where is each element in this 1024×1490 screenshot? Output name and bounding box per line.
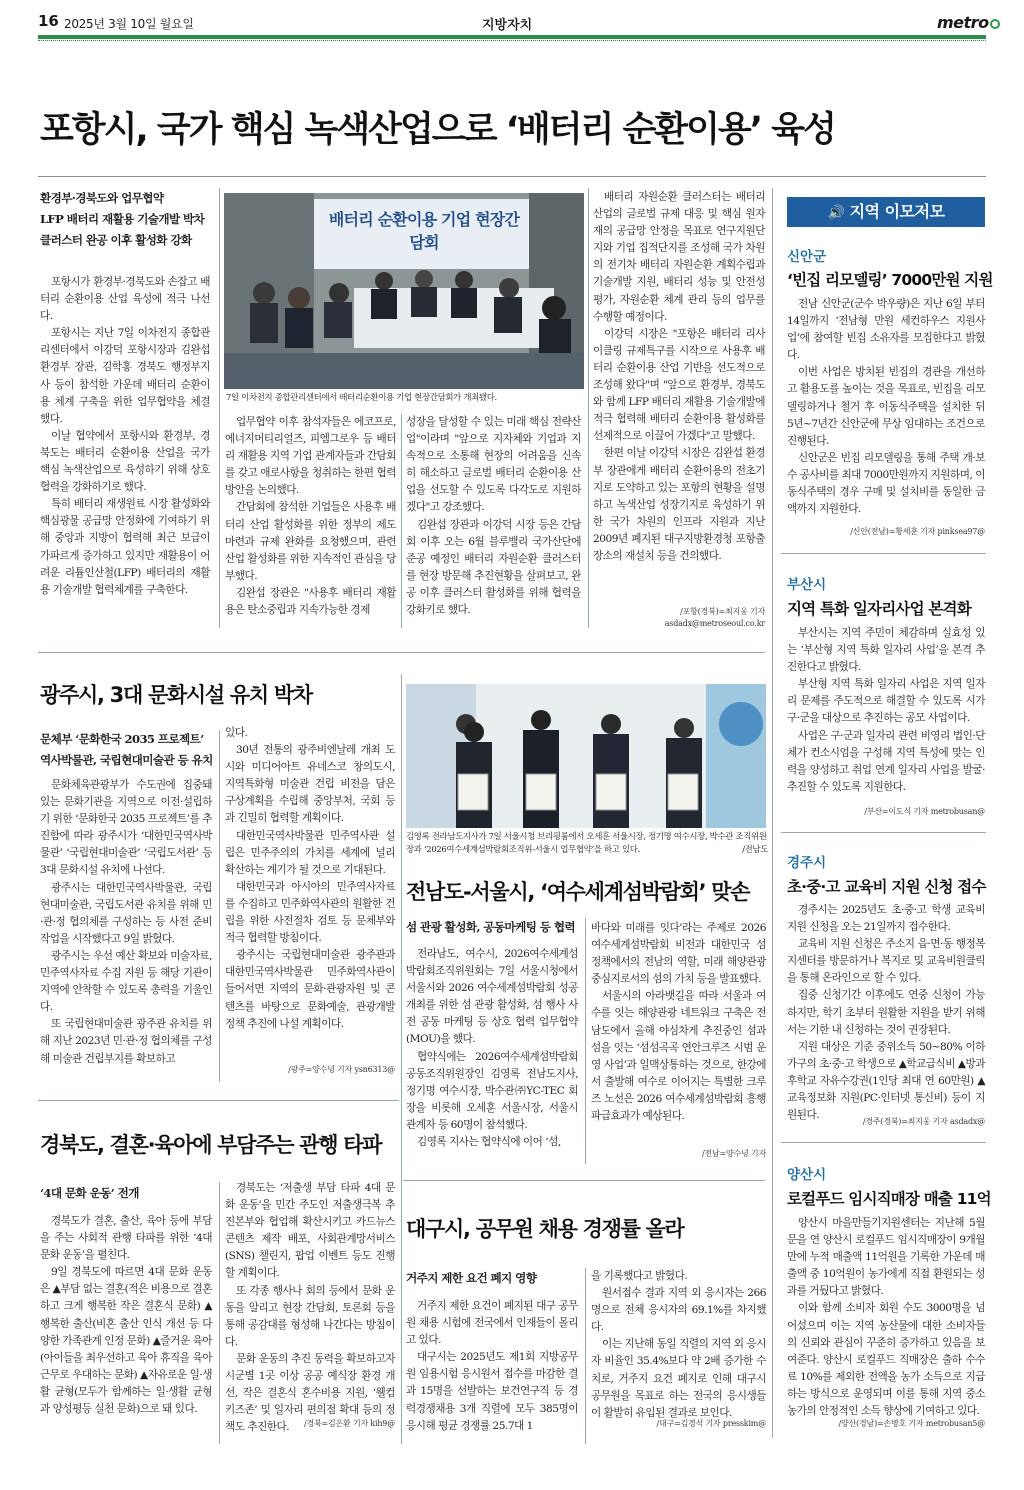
paragraph: 김완섭 장관은 "사용후 배터리 재활용은 탄소중립과 지속가능한 경제 — [225, 586, 396, 617]
speaker-icon: 🔊 — [827, 205, 845, 221]
page-number: 16 — [38, 12, 59, 30]
jeonnam-photo — [406, 684, 766, 828]
paragraph: 거주지 제한 요건이 폐지된 대구 공무원 채용 시험에 전국에서 인재들이 몰리고 있다. — [406, 1300, 578, 1347]
paragraph: 포항시가 환경부·경북도와 손잡고 배터리 순환이용 산업 육성에 적극 나선다. — [40, 276, 210, 323]
sidebar-item-byline: /부산=이도식 기자 metrobusan@ — [864, 807, 985, 816]
lead-subhead: 환경부·경북도와 업무협약 — [40, 191, 164, 205]
paragraph: 바다와 미래를 잇다’라는 주제로 2026여수세계섬박람회 비전과 대한민국 섬 정책에서의 전남의 역할, 미래 해양관광 중심지로서의 섬의 가치 등을 발표했다. — [591, 922, 766, 986]
sidebar-item-byline: /양산(경남)=손병호 기자 metrobusan5@ — [838, 1419, 985, 1428]
paragraph: 경북도는 ‘저출생 부담 타파 4대 문화 운동’을 민간 주도인 저출생극복 추진본부와 협업해 확산시키고 카드뉴스 콘텐츠 제작 배포, 사회관계망서비스(SNS) 챌린지, 팝업 이벤트 등도 진행할 계획이다. — [225, 1182, 395, 1280]
header-rule — [38, 35, 986, 39]
lead-subhead: 클러스터 완공 이후 활성화 강화 — [40, 233, 192, 247]
sidebar-item-title: 지역 특화 일자리사업 본격화 — [787, 600, 971, 618]
paragraph: 문화체육관광부가 수도권에 집중돼 있는 문화기관을 지역으로 이전·설립하기 위한 ‘문화한국 2035 프로젝트’를 추진함에 따라 광주시가 ‘대한민국역사박물관’ ‘국립현대미술관’ ‘국립도서관’ 등 3대 문화시설 유치에 나선다. — [40, 779, 212, 877]
jeonnam-headline: 전남도-서울시, ‘여수세계섬박람회’ 맞손 — [406, 880, 750, 904]
jeonnam-column-1 — [406, 946, 578, 1151]
daegu-column-1 — [406, 1298, 578, 1435]
gwangju-subheads — [40, 729, 215, 771]
paragraph: 협약식에는 2026여수세계섬박람회 공동조직위원장인 김영록 전남도지사, 정기명 여수시장, 박수관㈜YC-TEC 회장을 비롯해 오세훈 서울시장, 서울시 관계자 등 60명이 참석했다. — [406, 1050, 578, 1131]
gwangju-subhead: 역사박물관, 국립현대미술관 등 유치 — [40, 753, 213, 767]
paragraph: 전남 신안군(군수 박우량)은 지난 6일 부터 14일까지 ‘전남형 만원 세컨하우스 지원사업’에 참여할 빈집 소유자를 모집한다고 밝혔다. — [787, 298, 985, 362]
paragraph: 광주시는 대한민국역사박물관, 국립현대미술관, 국립도서관 유치를 위해 민·관·정 협의체를 구성하는 등 사전 준비작업을 시작했다고 9일 밝혔다. — [40, 881, 212, 945]
sidebar-item-body — [787, 902, 985, 1124]
paragraph: 원서접수 결과 지역 외 응시자는 266명으로 전체 응시자의 69.1%를 차지했다. — [591, 1287, 766, 1334]
lead-column-1 — [40, 274, 210, 599]
lead-subhead: LFP 배터리 재활용 기술개발 박차 — [40, 212, 205, 226]
paragraph: 이번 사업은 방치된 빈집의 경관을 개선하고 활용도를 높이는 것을 목표로, 빈집을 리모델링하거나 철거 후 이동식주택을 설치한 뒤 5년~7년간 신안군에 무상 임대하는 조건으로 진행된다. — [787, 366, 985, 447]
lead-photo — [224, 193, 584, 389]
gyeongbuk-subhead: ‘4대 문화 운동’ 전개 — [40, 1186, 139, 1200]
paragraph: 김영록 지사는 협약식에 이어 ‘섬, — [417, 1136, 561, 1149]
gwangju-byline: /광주=양수녕 기자 ysn6313@ — [288, 1065, 395, 1074]
sidebar-item-body — [787, 1215, 985, 1420]
caption-text: 김영록 전라남도지사가 7일 서울시청 브리핑룸에서 오세훈 서울시장, 정기명 여수시장, 박수관 조직위원장과 ‘2026여수세계섬박람회조직위-서울시 업무협약’을 하고 있다. — [406, 831, 767, 854]
photo-banner-text: 배터리 순환이용 기업 현장간담회 — [328, 210, 520, 252]
paragraph: 광주시는 우선 예산 확보와 미술자료, 민주역사자료 수집 지원 등 해당 기관이 지역에 안착할 수 있도록 총력을 기울인다. — [40, 949, 212, 1014]
sidebar-title-banner — [787, 197, 985, 227]
daegu-headline: 대구시, 공무원 채용 경쟁률 올라 — [406, 1217, 684, 1241]
paragraph: 성장을 달성할 수 있는 미래 핵심 전략산업"이라며 "앞으로 지자체와 기업과 지속적으로 소통해 현장의 어려움을 신속히 해소하고 글로벌 배터리 순환이용 산업을 선도할 수 있도록 다각도로 지원하겠다"고 강조했다. — [406, 416, 581, 514]
section-name: 지방자치 — [482, 18, 533, 33]
gyeongbuk-byline: /경북=김은환 기자 kih9@ — [303, 1419, 395, 1428]
paragraph: 이강덕 시장은 "포항은 배터리 리사이클링 규제특구를 시작으로 사용후 배터리 순환이용 산업 기반을 선도적으로 조성해 왔다"며 "앞으로 환경부, 경북도와 함께 LFP 배터리 재활용 기술개발에 적극 협력해 배터리 순환이용 활성화를 선제적으로 이끌어 가겠다"고 말했다. — [593, 327, 765, 443]
sidebar-item-title: ‘빈집 리모델링’ 7000만원 지원 — [787, 271, 993, 289]
paragraph: 문화 운동의 추진 동력을 확보하고자 시군별 1곳 이상 공공 예식장 환경 개선, 작은 결혼식 혼수비용 지원, ‘웰컴 키즈존’ 및 일자리 편의점 확대 등의 정책도 추진한다. — [225, 1352, 395, 1434]
paragraph: 집중 신청기간 이후에도 연중 신청이 가능하지만, 학기 초부터 원활한 지원을 받기 위해서는 기한 내 신청하는 것이 권장된다. — [787, 989, 985, 1036]
paragraph: 또 각종 행사나 회의 등에서 문화 운동을 알리고 현장 간담회, 토론회 등을 통해 공감대를 형성해 나간다는 방침이다. — [225, 1284, 395, 1348]
paragraph: 이는 지난해 동일 직렬의 지역 외 응시자 비율인 35.4%보다 약 2배 증가한 수치로, 거주지 요건 폐지로 인해 대구시 공무원을 목표로 하는 전국의 응시생들이 활발히 유입된 결과로 보인다. — [591, 1338, 766, 1419]
paragraph: 있다. — [225, 727, 248, 739]
sidebar-title: 지역 이모저모 — [849, 202, 945, 221]
paragraph: 30년 전통의 광주비엔날레 개최 도시와 미디어아트 유네스코 창의도시, 지역특화형 미술관 건립 비전을 담은 구상계획을 수립해 중앙부처, 국회 등과 긴밀히 협력할 계획이다. — [225, 744, 395, 825]
lead-byline — [593, 606, 765, 630]
sidebar-item-region: 부산시 — [787, 577, 827, 593]
sidebar-item-byline: /경주(경북)=최지웅 기자 asdadx@ — [862, 1117, 985, 1126]
sidebar-item-body — [787, 296, 985, 518]
paragraph: 간담회에 참석한 기업들은 사용후 배터리 산업 활성화를 위한 정부의 제도 마련과 규제 완화를 요청했으며, 관련 산업 활성화를 위한 지속적인 관심을 당부했다. — [225, 501, 396, 582]
sidebar-item-title: 초·중·고 교육비 지원 신청 접수 — [787, 878, 986, 896]
gwangju-headline: 광주시, 3대 문화시설 유치 박차 — [40, 683, 312, 707]
sidebar-item-byline: /신안(전남)=황세훈 기자 pinksea97@ — [850, 527, 985, 536]
paragraph: 부산시는 지역 주민이 체감하며 실효성 있는 ‘부산형 지역 특화 일자리 사업’을 본격 추진한다고 밝혔다. — [787, 627, 985, 674]
brand-name: metro — [937, 13, 989, 32]
header-dotted-rule — [38, 40, 986, 42]
jeonnam-photo-caption — [406, 830, 768, 855]
jeonnam-byline: /전남=양수녕 기자 — [701, 1149, 766, 1158]
jeonnam-column-2 — [591, 920, 766, 1125]
paragraph: 9일 경북도에 따르면 4대 문화 운동은 ▲부담 없는 결혼(적은 비용으로 결혼하고 크게 행복한 작은 결혼식 문화) ▲행복한 출산(비혼 출산 인식 개선 등 다양한 가족관계 인정 문화) ▲즐거운 육아(아이들을 최우선하고 육아 휴직을 육아 근무로 우대하는 문화) ▲자유로운 일·생활 균형(모두가 함께하는 일·생활 균형과 양성평등 실천 문화)으로 돼 있다. — [40, 1266, 212, 1416]
gyeongbuk-headline: 경북도, 결혼·육아에 부담주는 관행 타파 — [40, 1133, 382, 1157]
paragraph: 부산형 지역 특화 일자리 사업은 지역 일자리 문제를 주도적으로 해결할 수 있도록 시가 구·군을 대상으로 추진하는 공모 사업이다. — [787, 678, 985, 725]
paragraph: 대구시는 2025년도 제1회 지방공무원 임용시험 응시원서 접수를 마감한 결과 15명을 선발하는 보건연구직 등 경력경쟁채용 3개 직렬에 모두 385명이 응시해 평균 경쟁률 25.7대 1 — [406, 1351, 578, 1432]
gwangju-column-1 — [40, 777, 212, 1068]
sidebar-item-region: 양산시 — [787, 1167, 827, 1183]
lead-subheads — [40, 188, 215, 251]
paragraph: 배터리 자원순환 클러스터는 배터리 산업의 글로벌 규제 대응 및 핵심 원자재의 공급망 안정을 목표로 연구지원단지와 기업 집적단지를 조성해 국가 차원의 전기차 배터리 자원순환 계획수립과 기술개발 지원, 배터리 성능 및 안전성 평가, 자원순환 체계 관리 등의 업무를 수행할 예정이다. — [593, 191, 765, 323]
daegu-subhead: 거주지 제한 요건 폐지 영향 — [406, 1271, 537, 1285]
paragraph: 또 국립현대미술관 광주관 유치를 위해 지난 2023년 민·관·정 협의체를 구성해 미술관 건립부지를 확보하고 — [40, 1018, 212, 1065]
paragraph: 김완섭 장관과 이강덕 시장 등은 간담회 이후 오는 6월 블루밸리 국가산단에 준공 예정인 배터리 자원순환 클러스터를 현장 방문해 추진현황을 살펴보고, 완공 이후 클러스터 활성화를 위해 협력을 강화키로 했다. — [406, 518, 581, 617]
issue-date: 2025년 3월 10일 월요일 — [64, 17, 194, 31]
brand-logo — [937, 13, 1000, 32]
daegu-byline: /대구=김경석 기자 presskim@ — [656, 1419, 766, 1428]
paragraph: 대한민국과 아시아의 민주역사자료를 수집하고 민주화역사관의 원활한 건립을 위한 사전절차 검토 등 문체부와 적극 협력할 방침이다. — [225, 880, 395, 945]
paragraph: 이날 협약에서 포항시와 환경부, 경북도는 배터리 순환이용 산업을 국가 핵심 녹색산업으로 육성하기 위해 상호협력을 강화하기로 했다. — [40, 429, 210, 494]
byline-line: asdadx@metroseoul.co.kr — [664, 619, 765, 628]
byline-line: /포항(경북)=최지웅 기자 — [680, 607, 765, 616]
sidebar-item-title: 로컬푸드 임시직매장 매출 11억 — [787, 1190, 991, 1208]
sidebar-item-region: 경주시 — [787, 855, 827, 871]
sidebar-item-region: 신안군 — [787, 249, 827, 265]
paragraph: 대한민국역사박물관 민주역사관 설립은 민주주의의 가치를 세계에 널리 확산하는 계기가 될 것으로 기대된다. — [225, 829, 395, 876]
paragraph: 서울시의 아라뱃길을 따라 서울과 여수를 잇는 해양관광 네트워크 구축은 전남도에서 올해 야심차게 추진중인 섬과 섬을 잇는 ‘섬섬곡곡 연안크루즈 시범 운영 사업’과 일맥상통하는 것으로, 한강에서 출발해 여수로 이어지는 특별한 크루즈 노선은 2026 여수세계섬박람회 흥행 파급효과가 예상된다. — [591, 990, 766, 1123]
gyeongbuk-column-2 — [225, 1180, 395, 1436]
paragraph: 사업은 구·군과 일자리 관련 비영리 법인·단체가 컨소시엄을 구성해 지역 특성에 맞는 인력을 양성하고 취업 연계 일자리 사업을 발굴·추진할 수 있도록 지원한다. — [787, 729, 985, 793]
gwangju-column-2 — [225, 725, 395, 1033]
photo-credit: /전남도 — [742, 843, 768, 854]
jeonnam-subhead: 섬 관광 활성화, 공동마케팅 등 협력 — [406, 920, 576, 934]
paragraph: 신안군은 빈집 리모델링을 통해 주택 개·보수 공사비를 최대 7000만원까지 지원하며, 이동식주택의 경우 구매 및 설치비를 동일한 금액까지 지원한다. — [787, 451, 985, 516]
paragraph: 이와 함께 소비자 회원 수도 3000명을 넘어섰으며 이는 지역 농산물에 대한 소비자들의 신뢰와 관심이 꾸준히 증가하고 있음을 보여준다. 양산시 로컬푸드 직매장은 출하 수수료 10%를 제외한 전액을 농가 소득으로 지급하는 방식으로 운영되며 이를 통해 지역 중소 농가의 안정적인 소득 향상에 기여하고 있다. — [787, 1302, 985, 1418]
gyeongbuk-column-1 — [40, 1213, 212, 1418]
paragraph: 양산시 마을만들기지원센터는 지난해 5월 문을 연 양산시 로컬푸드 임시직매장이 9개월 만에 누적 매출액 11억원을 기록한 가운데 매출액 중 10억원이 농가에게 직접 환원되는 성과를 거뒀다고 밝혔다. — [787, 1217, 985, 1298]
paragraph: 을 기록했다고 밝혔다. — [591, 1270, 688, 1282]
paragraph: 광주시는 국립현대미술관 광주관과 대한민국역사박물관 민주화역사관이 들어서면 지역의 문화·관광자원 및 콘텐츠를 바탕으로 문화예술, 관광개발 정책 추진에 나설 계획이다. — [225, 949, 395, 1030]
paragraph: 특히 배터리 재생원료 시장 활성화와 핵심광물 공급망 안정화에 기여하기 위해 중앙과 지방이 협력해 최근 보급이 가파르게 증가하고 있지만 재활용이 어려운 리튬인산철(LFP) 배터리의 재활용 기술개발 협력체계를 구축한다. — [40, 498, 210, 596]
sidebar-item-body — [787, 625, 985, 796]
paragraph: 경주시는 2025년도 초·중·고 학생 교육비 지원 신청을 오는 21일까지 접수한다. — [787, 904, 985, 934]
lead-headline: 포항시, 국가 핵심 녹색산업으로 ‘배터리 순환이용’ 육성 — [40, 110, 835, 150]
paragraph: 경북도가 결혼, 출산, 육아 등에 부담을 주는 사회적 관행 타파를 위한 ‘4대 문화 운동’을 펼친다. — [40, 1215, 212, 1262]
signing-photo-illustration — [406, 684, 766, 828]
paragraph: 포항시는 지난 7일 이차전지 종합관리센터에서 이강덕 포항시장과 김완섭 환경부 장관, 김학홍 경북도 행정부지사 등이 참석한 가운데 배터리 순환이용 체계 구축을 위한 업무협약을 체결했다. — [40, 327, 210, 425]
paragraph: 전라남도, 여수시, 2026여수세계섬박람회조직위원회는 7일 서울시청에서 서울시와 2026 여수세계섬박람회 성공 개최를 위한 섬 관광 활성화, 섬 행사 사전 공동 마케팅 등 상호 협력 업무협약(MOU)을 했다. — [406, 948, 578, 1046]
paragraph: 교육비 지원 신청은 주소지 읍·면·동 행정복지센터를 방문하거나 복지로 및 교육비원클릭을 통해 온라인으로 할 수 있다. — [787, 938, 985, 985]
lead-column-2 — [225, 414, 396, 619]
daegu-column-2 — [591, 1268, 766, 1422]
lead-column-3 — [406, 414, 581, 619]
paragraph: 한편 이날 이강덕 시장은 김완섭 환경부 장관에게 배터리 순환이용의 전초기지로 도약하고 있는 포항의 현황을 설명하고 녹색산업 성장기지로 육성하기 위한 국가 차원의 인프라 지원과 지난 2009년 폐지된 대구지방환경청 포항출장소의 재설치 등을 건의했다. — [593, 447, 765, 562]
paragraph: 지원 대상은 기준 중위소득 50~80% 이하 가구의 초·중·고 학생으로 ▲학교급식비 ▲방과후학교 자유수강권(1인당 최대 연 60만원) ▲교육정보화 지원(PC·인터넷 통신비) 등이 지원된다. — [787, 1040, 985, 1122]
gwangju-subhead: 문체부 ‘문화한국 2035 프로젝트’ — [40, 732, 204, 746]
lead-column-4 — [593, 189, 765, 565]
paragraph: 업무협약 이후 참석자들은 에코프로, 에너지머티리얼즈, 피엠그로우 등 배터리 재활용 지역 기업 관계자들과 간담회를 갖고 애로사항을 청취하는 한편 협력방안을 논의했다. — [225, 416, 396, 497]
lead-photo-caption: 7일 이차전지 종합관리센터에서 배터리순환이용 기업 현장간담회가 개최됐다. — [226, 392, 497, 402]
